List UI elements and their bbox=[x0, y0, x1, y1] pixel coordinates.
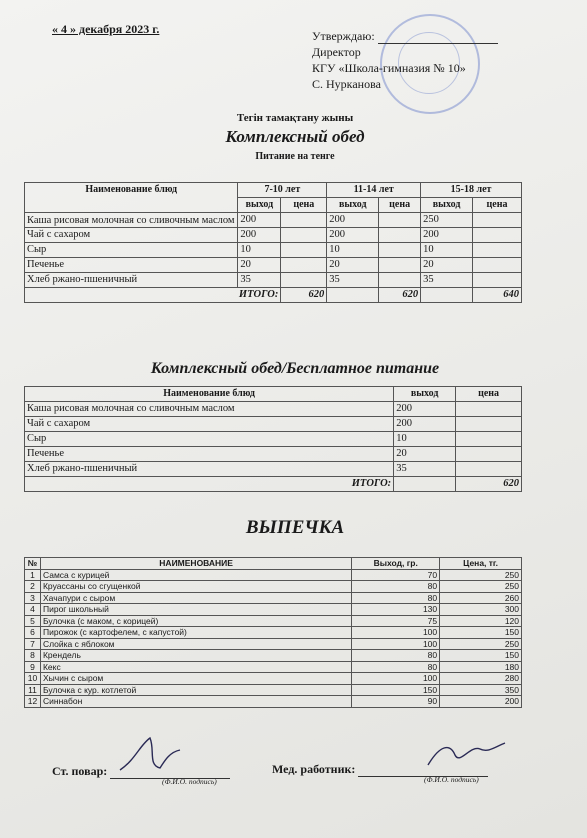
med-label: Мед. работник: bbox=[272, 762, 356, 776]
out-value: 200 bbox=[238, 228, 281, 243]
item-out: 70 bbox=[352, 569, 440, 581]
lunch-table bbox=[24, 182, 522, 303]
col-out: выход bbox=[421, 198, 473, 213]
item-name: Пирог школьный bbox=[40, 604, 351, 616]
item-out: 150 bbox=[352, 684, 440, 696]
row-number: 9 bbox=[25, 661, 41, 673]
lunch-title: Комплексный обед bbox=[225, 127, 365, 146]
table-row bbox=[25, 604, 522, 616]
table-row bbox=[25, 228, 522, 243]
dish-name: Чай с сахаром bbox=[25, 417, 394, 432]
item-out: 80 bbox=[352, 592, 440, 604]
item-out: 100 bbox=[352, 638, 440, 650]
table-row bbox=[25, 432, 522, 447]
table-row bbox=[25, 417, 522, 432]
col-out: выход bbox=[238, 198, 281, 213]
table-row bbox=[25, 273, 522, 288]
item-out: 100 bbox=[352, 673, 440, 685]
out-value: 35 bbox=[327, 273, 379, 288]
row-number: 4 bbox=[25, 604, 41, 616]
total-row bbox=[25, 477, 522, 492]
approve-person: С. Нурканова bbox=[312, 77, 381, 91]
out-value: 10 bbox=[327, 243, 379, 258]
row-number: 6 bbox=[25, 627, 41, 639]
out-value: 20 bbox=[421, 258, 473, 273]
item-out: 75 bbox=[352, 615, 440, 627]
item-name: Слойка с яблоком bbox=[40, 638, 351, 650]
total-label: ИТОГО: bbox=[25, 288, 281, 303]
table-row bbox=[25, 447, 522, 462]
col-price: Цена, тг. bbox=[440, 558, 522, 570]
total-row bbox=[25, 288, 522, 303]
free-lunch-table bbox=[24, 386, 522, 492]
approval-block bbox=[312, 28, 498, 92]
dish-name: Каша рисовая молочная со сливочным маслом bbox=[25, 402, 394, 417]
item-name: Крендель bbox=[40, 650, 351, 662]
out-value: 200 bbox=[238, 213, 281, 228]
approve-organization: КГУ «Школа-гимназия № 10» bbox=[312, 61, 466, 75]
table-row bbox=[25, 581, 522, 593]
dish-name: Каша рисовая молочная со сливочным маслом bbox=[25, 213, 238, 228]
item-out: 80 bbox=[352, 650, 440, 662]
out-value: 10 bbox=[238, 243, 281, 258]
cook-label: Ст. повар: bbox=[52, 764, 108, 778]
item-name: Кекс bbox=[40, 661, 351, 673]
item-out: 80 bbox=[352, 661, 440, 673]
table-row bbox=[25, 462, 522, 477]
item-name: Синнабон bbox=[40, 696, 351, 708]
out-value: 20 bbox=[327, 258, 379, 273]
out-value: 200 bbox=[394, 402, 456, 417]
out-value: 200 bbox=[327, 228, 379, 243]
document-date: « 4 » декабря 2023 г. bbox=[52, 22, 160, 36]
col-out: Выход, гр. bbox=[352, 558, 440, 570]
med-handwritten-signature bbox=[420, 735, 510, 775]
item-out: 130 bbox=[352, 604, 440, 616]
cook-handwritten-signature bbox=[110, 730, 190, 780]
item-out: 100 bbox=[352, 627, 440, 639]
item-price: 250 bbox=[440, 569, 522, 581]
out-value: 20 bbox=[238, 258, 281, 273]
item-out: 80 bbox=[352, 581, 440, 593]
row-number: 5 bbox=[25, 615, 41, 627]
item-name: Хычин с сыром bbox=[40, 673, 351, 685]
dish-name: Печенье bbox=[25, 447, 394, 462]
free-lunch-title: Комплексный обед/Бесплатное питание bbox=[150, 360, 440, 377]
item-price: 120 bbox=[440, 615, 522, 627]
out-value: 250 bbox=[421, 213, 473, 228]
kazakh-title: Тегін тамақтану жыны bbox=[236, 112, 354, 124]
table-row bbox=[25, 258, 522, 273]
out-value: 20 bbox=[394, 447, 456, 462]
col-out: выход bbox=[327, 198, 379, 213]
item-price: 150 bbox=[440, 650, 522, 662]
row-number: 1 bbox=[25, 569, 41, 581]
item-name: Булочка с кур. котлетой bbox=[40, 684, 351, 696]
total-15-18: 640 bbox=[473, 288, 522, 303]
item-name: Пирожок (с картофелем, с капустой) bbox=[40, 627, 351, 639]
table-row bbox=[25, 402, 522, 417]
cook-signature-note: (Ф.И.О. подпись) bbox=[162, 777, 217, 786]
item-price: 260 bbox=[440, 592, 522, 604]
table-row bbox=[25, 673, 522, 685]
item-out: 90 bbox=[352, 696, 440, 708]
total-7-10: 620 bbox=[281, 288, 327, 303]
col-name: НАИМЕНОВАНИЕ bbox=[40, 558, 351, 570]
dish-name: Чай с сахаром bbox=[25, 228, 238, 243]
out-value: 10 bbox=[421, 243, 473, 258]
table-row bbox=[25, 627, 522, 639]
approve-signature-line bbox=[378, 33, 498, 44]
item-price: 180 bbox=[440, 661, 522, 673]
total-value: 620 bbox=[456, 477, 522, 492]
table-row bbox=[25, 243, 522, 258]
age-group-7-10: 7-10 лет bbox=[238, 183, 327, 198]
item-name: Булочка (с маком, с корицей) bbox=[40, 615, 351, 627]
lunch-subtitle: Питание на тенге bbox=[255, 151, 335, 162]
col-number: № bbox=[25, 558, 41, 570]
age-group-11-14: 11-14 лет bbox=[327, 183, 421, 198]
table-row bbox=[25, 592, 522, 604]
approve-label: Утверждаю: bbox=[312, 29, 375, 43]
bakery-title: ВЫПЕЧКА bbox=[245, 517, 345, 538]
item-price: 350 bbox=[440, 684, 522, 696]
item-price: 250 bbox=[440, 581, 522, 593]
dish-name: Хлеб ржано-пшеничный bbox=[25, 273, 238, 288]
table-row bbox=[25, 661, 522, 673]
out-value: 35 bbox=[421, 273, 473, 288]
dish-name: Сыр bbox=[25, 243, 238, 258]
row-number: 3 bbox=[25, 592, 41, 604]
table-row bbox=[25, 213, 522, 228]
col-price: цена bbox=[473, 198, 522, 213]
out-value: 35 bbox=[238, 273, 281, 288]
out-value: 200 bbox=[327, 213, 379, 228]
col-out: выход bbox=[394, 387, 456, 402]
col-price: цена bbox=[379, 198, 421, 213]
col-dish-name: Наименование блюд bbox=[25, 387, 394, 402]
dish-name: Сыр bbox=[25, 432, 394, 447]
col-dish-name: Наименование блюд bbox=[25, 183, 238, 213]
med-signature-note: (Ф.И.О. подпись) bbox=[424, 775, 479, 784]
item-price: 200 bbox=[440, 696, 522, 708]
age-group-15-18: 15-18 лет bbox=[421, 183, 522, 198]
out-value: 200 bbox=[394, 417, 456, 432]
item-price: 280 bbox=[440, 673, 522, 685]
row-number: 10 bbox=[25, 673, 41, 685]
table-row bbox=[25, 638, 522, 650]
bakery-table bbox=[24, 557, 522, 708]
table-row bbox=[25, 615, 522, 627]
row-number: 7 bbox=[25, 638, 41, 650]
approve-position: Директор bbox=[312, 45, 361, 59]
out-value: 35 bbox=[394, 462, 456, 477]
out-value: 200 bbox=[421, 228, 473, 243]
item-name: Круассаны со сгущенкой bbox=[40, 581, 351, 593]
table-row bbox=[25, 696, 522, 708]
item-price: 250 bbox=[440, 638, 522, 650]
table-row bbox=[25, 650, 522, 662]
item-price: 150 bbox=[440, 627, 522, 639]
row-number: 2 bbox=[25, 581, 41, 593]
col-price: цена bbox=[456, 387, 522, 402]
row-number: 11 bbox=[25, 684, 41, 696]
dish-name: Печенье bbox=[25, 258, 238, 273]
item-name: Самса с курицей bbox=[40, 569, 351, 581]
total-11-14: 620 bbox=[379, 288, 421, 303]
out-value: 10 bbox=[394, 432, 456, 447]
table-row bbox=[25, 684, 522, 696]
row-number: 12 bbox=[25, 696, 41, 708]
table-row bbox=[25, 569, 522, 581]
row-number: 8 bbox=[25, 650, 41, 662]
dish-name: Хлеб ржано-пшеничный bbox=[25, 462, 394, 477]
item-price: 300 bbox=[440, 604, 522, 616]
col-price: цена bbox=[281, 198, 327, 213]
total-label: ИТОГО: bbox=[25, 477, 394, 492]
item-name: Хачапури с сыром bbox=[40, 592, 351, 604]
